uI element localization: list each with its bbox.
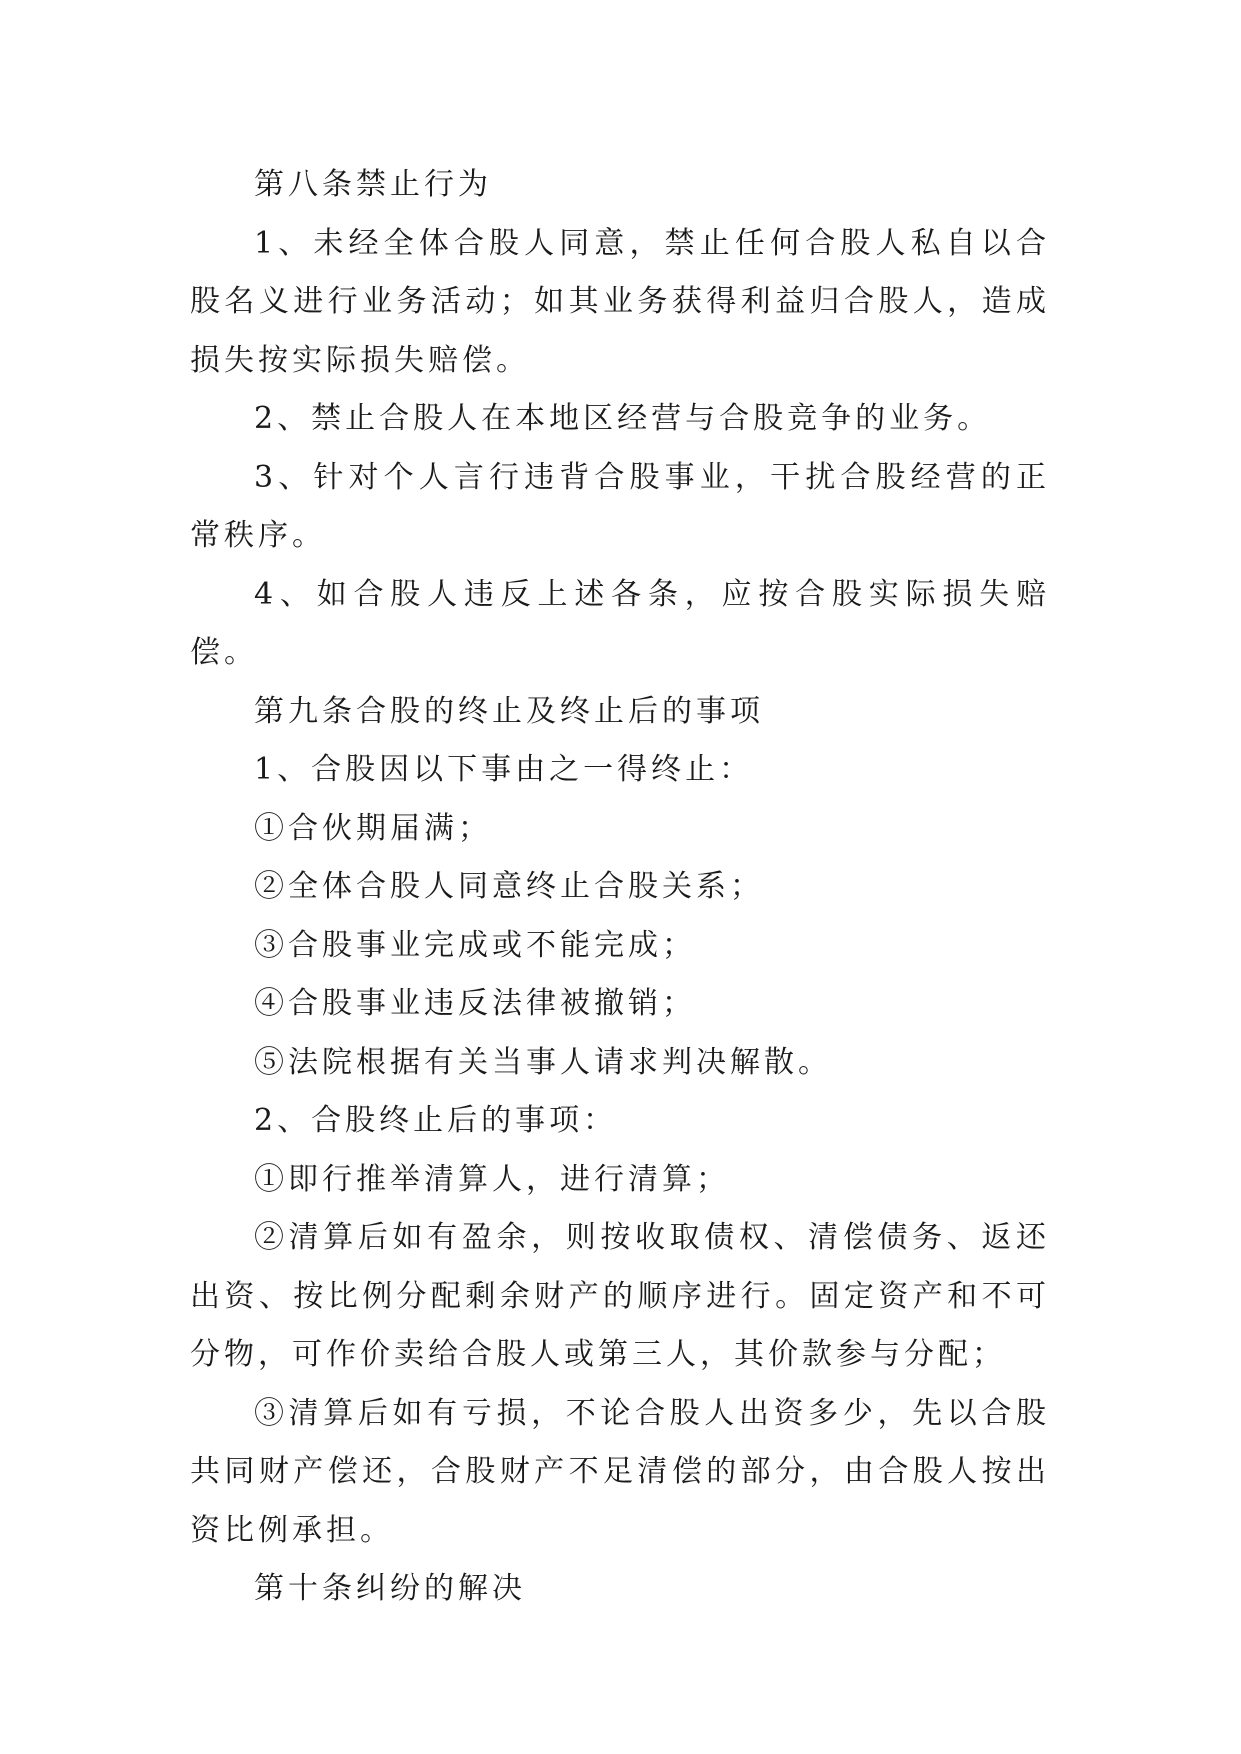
list-item-cause-2: ②全体合股人同意终止合股关系； <box>254 869 764 904</box>
list-item-cause-3: ③合股事业完成或不能完成； <box>254 927 696 963</box>
list-item-cause-1: ①合伙期届满； <box>254 810 492 846</box>
list-item-cause-5: ⑤法院根据有关当事人请求判决解散。 <box>254 1044 832 1080</box>
document-body <box>190 156 1050 1619</box>
paragraph-termination-causes: 1、合股因以下事由之一得终止： <box>254 752 754 787</box>
paragraph-item-3: 3、针对个人言行违背合股事业，干扰合股经营的正常秩序。 <box>190 459 1050 553</box>
section-heading-article-10: 第十条纠纷的解决 <box>254 1571 526 1606</box>
paragraph-item-1: 1、未经全体合股人同意，禁止任何合股人私自以合股名义进行业务活动；如其业务获得利益归合股人，造成损失按实际损失赔偿。 <box>190 225 1050 378</box>
list-item-step-2: ②清算后如有盈余，则按收取债权、清偿债务、返还出资、按比例分配剩余财产的顺序进行。固定资产和不可分物，可作价卖给合股人或第三人，其价款参与分配； <box>190 1220 1050 1372</box>
paragraph-post-termination: 2、合股终止后的事项： <box>254 1103 618 1138</box>
list-item-step-1: ①即行推举清算人，进行清算； <box>254 1161 730 1197</box>
paragraph-item-4: 4、如合股人违反上述各条，应按合股实际损失赔偿。 <box>190 576 1050 670</box>
section-heading-article-8: 第八条禁止行为 <box>254 167 492 202</box>
list-item-step-3: ③清算后如有亏损，不论合股人出资多少，先以合股共同财产偿还，合股财产不足清偿的部分，由合股人按出资比例承担。 <box>190 1395 1050 1548</box>
paragraph-item-2: 2、禁止合股人在本地区经营与合股竞争的业务。 <box>254 401 992 436</box>
section-heading-article-9: 第九条合股的终止及终止后的事项 <box>254 693 764 729</box>
list-item-cause-4: ④合股事业违反法律被撤销； <box>254 986 696 1021</box>
